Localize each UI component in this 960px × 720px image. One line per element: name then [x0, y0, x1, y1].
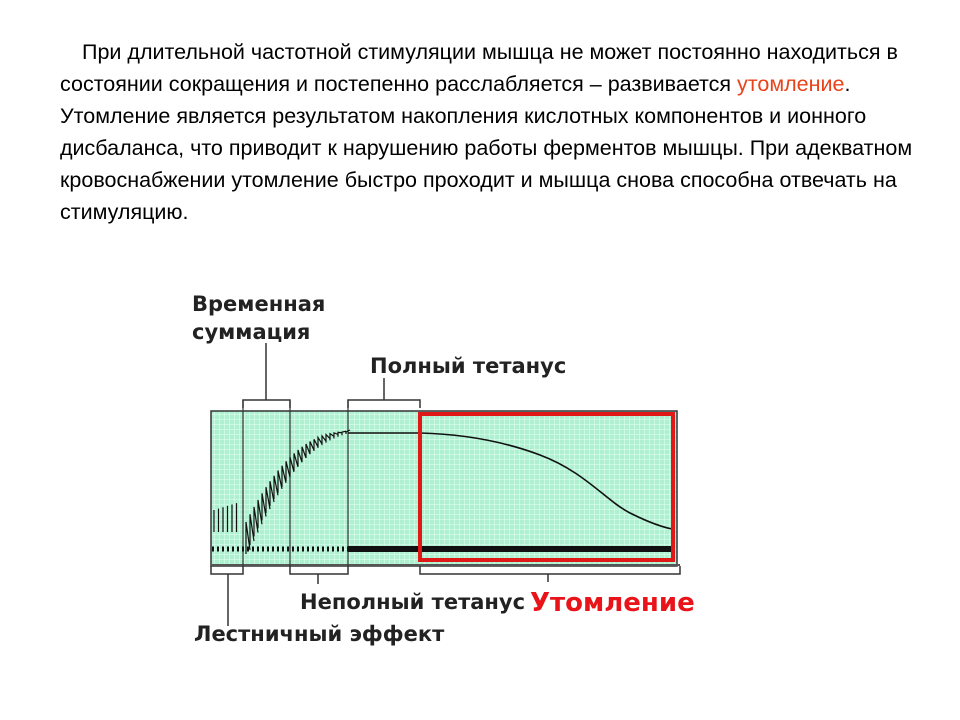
bracket-incomplete-tetanus — [290, 566, 348, 584]
label-staircase-effect: Лестничный эффект — [194, 622, 445, 646]
label-full-tetanus: Полный тетанус — [370, 354, 567, 378]
bracket-temporal-summation — [243, 343, 290, 408]
bracket-staircase-effect — [211, 566, 243, 626]
paragraph-highlight-fatigue: утомление — [737, 72, 845, 96]
bracket-fatigue — [420, 566, 680, 582]
label-temporal-summation-2: суммация — [192, 320, 311, 344]
paragraph-text-part2: . Утомление является результатом накопления кислотных компонентов и ионного дисбаланса, что приводит к нарушению работы ферментов мышцы. При адекватном кровоснабжении утомление быстро проходит и мышца снова способна отвечать на стимуляцию. — [60, 72, 913, 224]
bracket-full-tetanus — [348, 378, 420, 408]
paragraph-text-part1: При длительной частотной стимуляции мышца не может постоянно находиться в состоянии сокращения и постепенно расслабляется – развивается — [60, 40, 898, 96]
label-temporal-summation-1: Временная — [192, 292, 326, 316]
label-incomplete-tetanus: Неполный тетанус — [300, 590, 526, 614]
label-fatigue: Утомление — [530, 588, 695, 618]
